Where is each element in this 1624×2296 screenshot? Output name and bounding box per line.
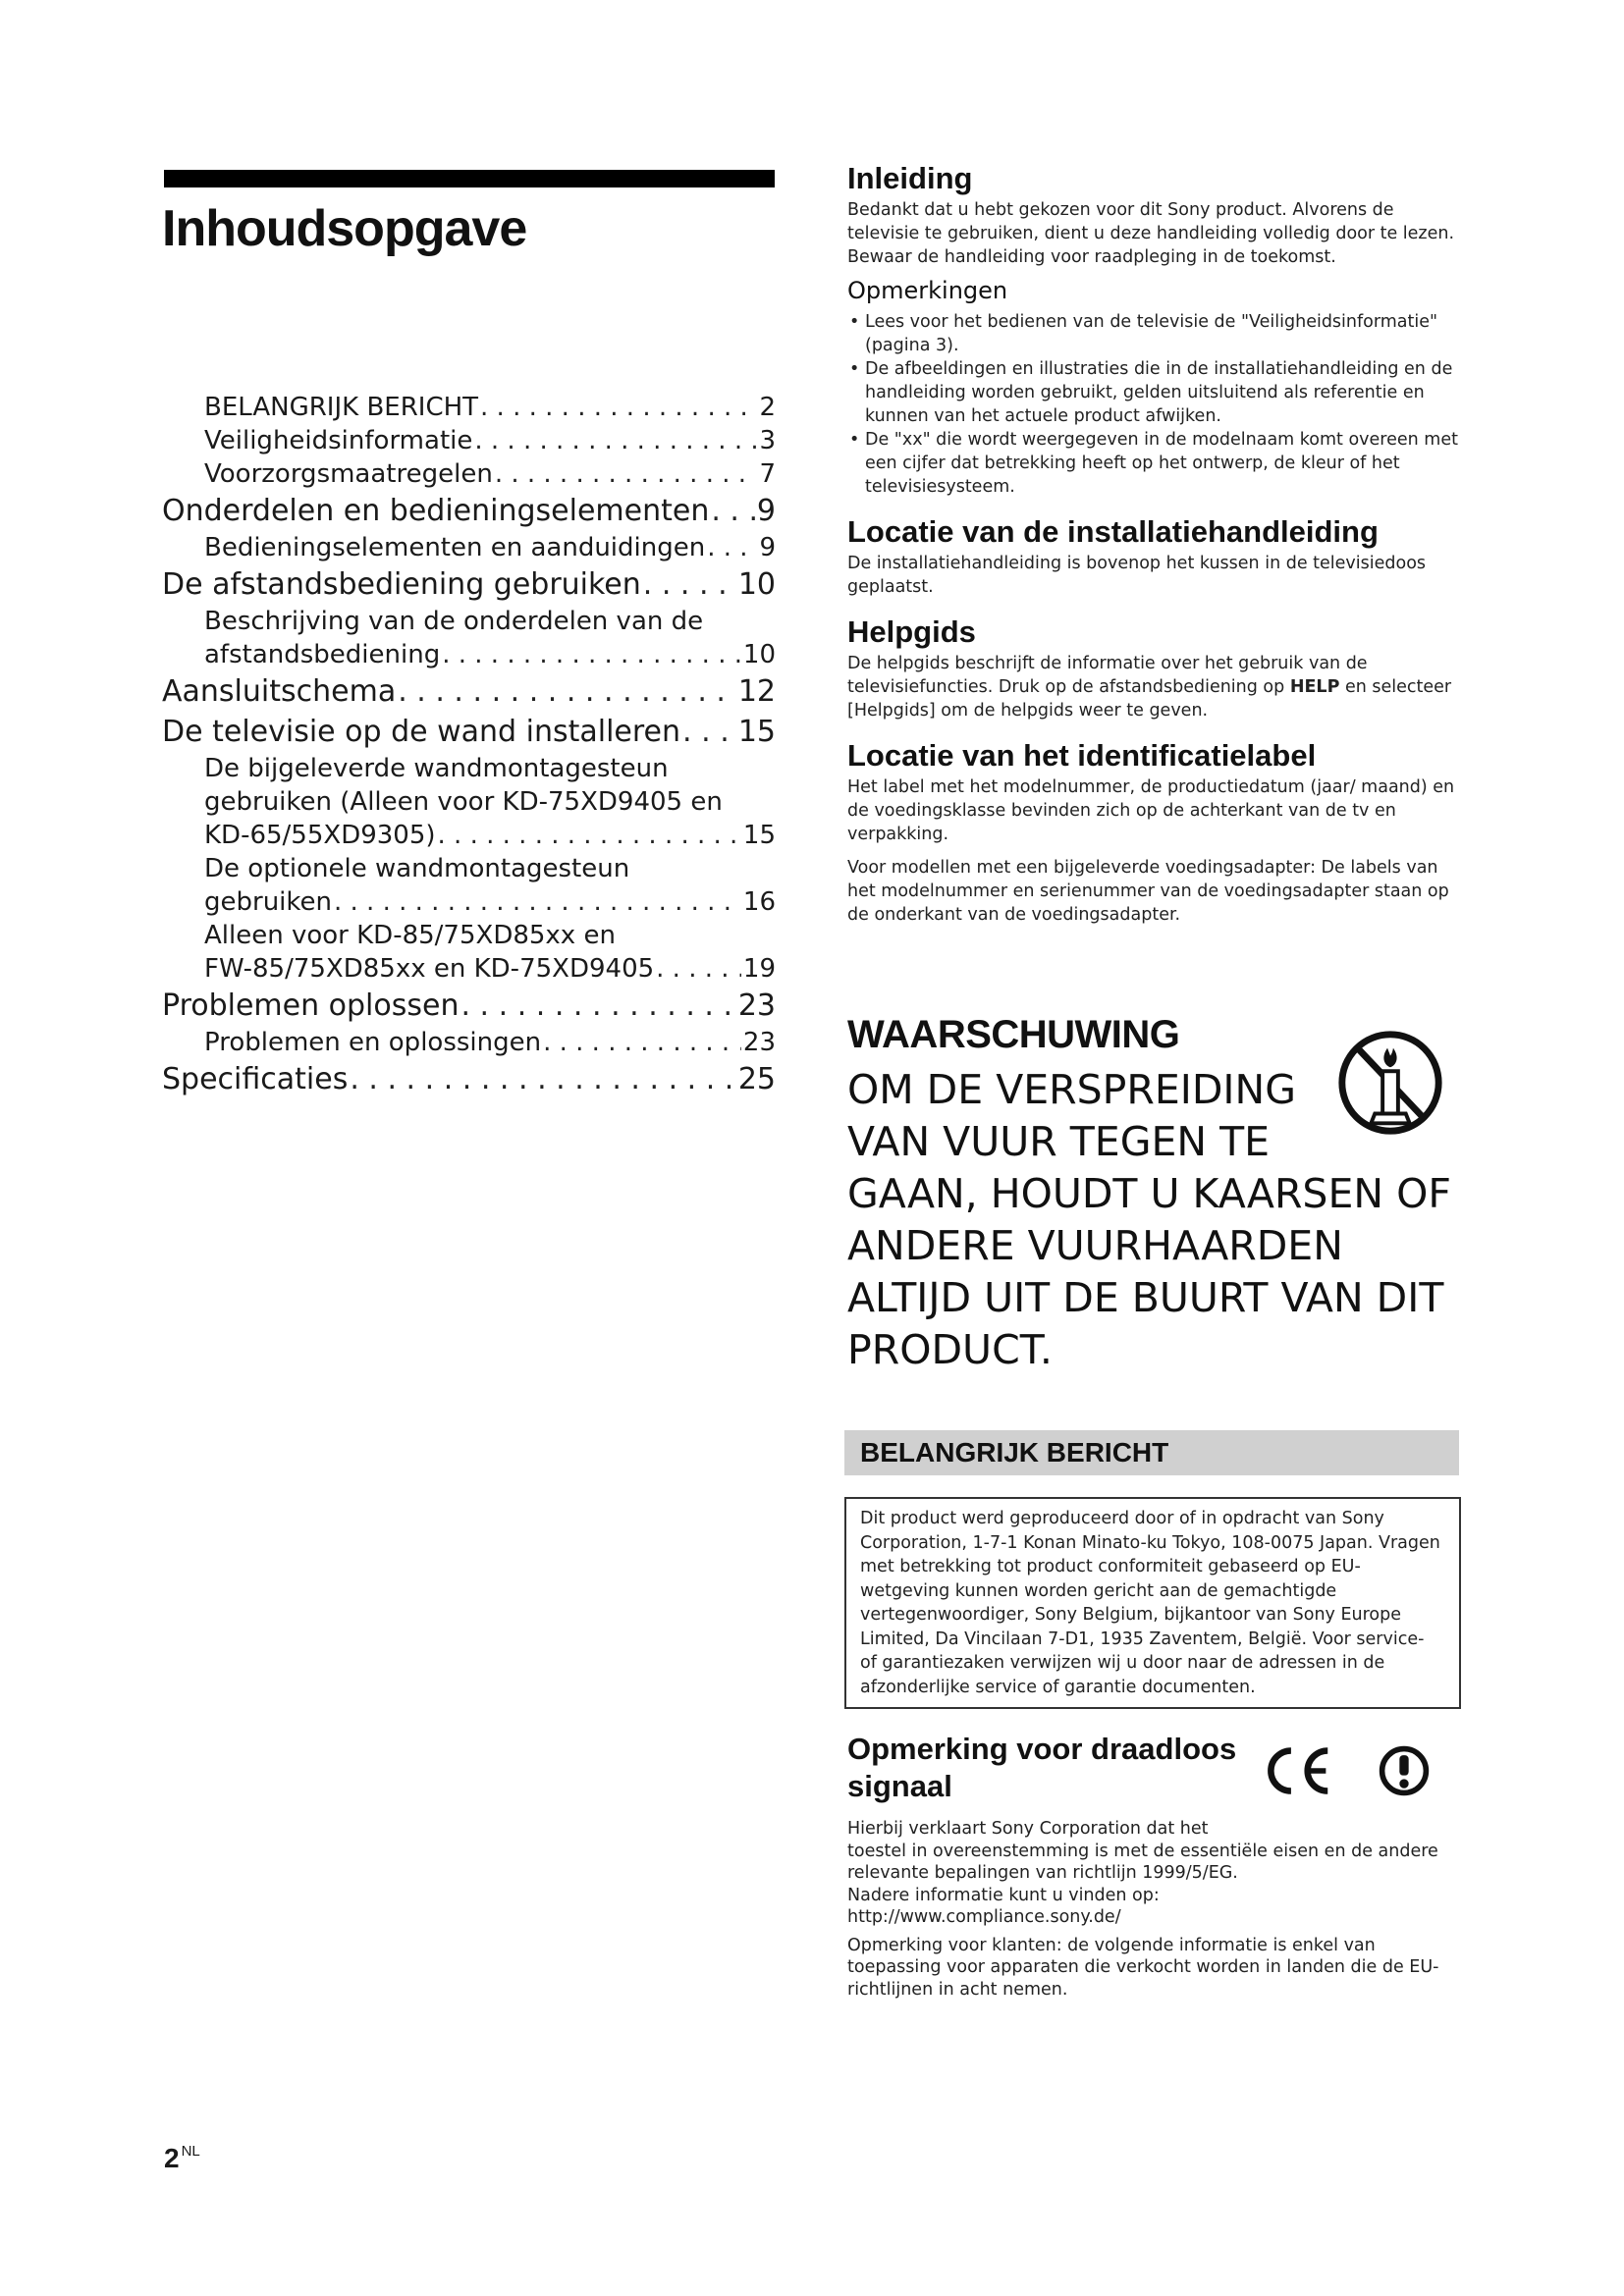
toc-entry-line: gebruiken (Alleen voor KD-75XD9405 en [204, 787, 723, 817]
adapter-label-text: Voor modellen met een bijgeleverde voedingsadapter: De labels van het modelnummer en serienummer van de voedingsadapter staan op de onderkant van de voedingsadapter. [847, 858, 1449, 925]
warning-line: VAN VUUR TEGEN TE [847, 1118, 1271, 1165]
wireless-text: Hierbij verklaart Sony Corporation dat het [847, 1819, 1209, 1839]
toc-entry-text: FW-85/75XD85xx en KD-75XD9405 [204, 954, 655, 984]
wireless-body [847, 1818, 1461, 2001]
warning-line: ANDERE VUURHAARDEN [847, 1222, 1343, 1269]
toc-section-text: Onderdelen en bedieningselementen [162, 494, 710, 528]
toc-entry-page: 16 [742, 887, 776, 917]
page-number-value: 2 [164, 2143, 180, 2173]
toc-entry[interactable] [204, 531, 776, 564]
toc-section-text: De afstandsbediening gebruiken [162, 567, 641, 602]
toc-entry-page: 3 [759, 426, 776, 455]
id-label-heading: Locatie van het identificatielabel [847, 738, 1317, 773]
table-of-contents [162, 391, 776, 1099]
compliance-url[interactable]: http://www.compliance.sony.de/ [847, 1907, 1121, 1927]
toc-section-page: 10 [737, 567, 776, 602]
page-language: NL [181, 2143, 200, 2160]
note-item: • De afbeeldingen en illustraties die in de installatiehandleiding en de handleiding worden gebruikt, gelden uitsluitend als referentie en kunnen van het actuele product afwijken. [847, 357, 1461, 428]
toc-section-page: 23 [737, 988, 776, 1023]
toc-entry-text: gebruiken [204, 887, 332, 917]
id-label-text: Het label met het modelnummer, de productiedatum (jaar/ maand) en de voedingsklasse bevinden zich op de achterkant van de tv en verpakking. [847, 777, 1455, 844]
toc-section-page: 25 [737, 1062, 776, 1096]
notice-heading: BELANGRIJK BERICHT [860, 1437, 1169, 1468]
toc-entry[interactable] [204, 424, 776, 457]
warning-heading: WAARSCHUWING [847, 1013, 1180, 1056]
toc-title: Inhoudsopgave [162, 200, 527, 257]
toc-entry-page: 7 [759, 459, 776, 489]
toc-entry[interactable] [204, 1026, 776, 1059]
toc-entry-text: BELANGRIJK BERICHT [204, 393, 479, 422]
toc-entry[interactable] [204, 819, 776, 852]
toc-entry-page: 2 [759, 393, 776, 422]
intro-heading: Inleiding [847, 161, 973, 195]
toc-section-page: 12 [737, 674, 776, 709]
toc-entry-page: 15 [742, 821, 776, 850]
install-location-text: De installatiehandleiding is bovenop het kussen in de televisiedoos geplaatst. [847, 554, 1427, 597]
toc-entry-page: 10 [742, 640, 776, 669]
toc-section[interactable] [162, 1059, 776, 1099]
ce-mark-icon [1260, 1743, 1333, 1798]
toc-section[interactable] [162, 986, 776, 1026]
notes-list [847, 310, 1461, 499]
toc-entry[interactable] [204, 952, 776, 986]
toc-entry-text: KD-65/55XD9305) [204, 821, 436, 850]
notice-box: Dit product werd geproduceerd door of in opdracht van Sony Corporation, 1-7-1 Konan Minato-ku Tokyo, 108-0075 Japan. Vragen met betrekking tot product conformiteit gebaseerd op EU-wetgeving kunnen worden gericht aan de gemachtigde vertegenwoordiger, Sony Belgium, bijkantoor van Sony Europe Limited, Da Vincilaan 7-D1, 1935 Zaventem, België. Voor service- of garantiezaken verwijzen wij u door naar de adressen in de afzonderlijke service of garantie documenten. [844, 1497, 1461, 1709]
toc-entry-line: Beschrijving van de onderdelen van de [204, 607, 704, 636]
toc-section-text: Specificaties [162, 1062, 349, 1096]
note-item: • Lees voor het bedienen van de televisie de "Veiligheidsinformatie" (pagina 3). [847, 310, 1461, 357]
help-key-label: HELP [1289, 677, 1340, 697]
toc-section[interactable] [162, 491, 776, 531]
toc-entry-page: 19 [742, 954, 776, 984]
toc-entry-page: 9 [759, 533, 776, 562]
warning-line: ALTIJD UIT DE BUURT VAN DIT [847, 1274, 1444, 1321]
toc-section[interactable] [162, 671, 776, 712]
toc-entry[interactable] [204, 885, 776, 919]
intro-text: Bedankt dat u hebt gekozen voor dit Sony product. Alvorens de televisie te gebruiken, dient u deze handleiding volledig door te lezen. Bewaar de handleiding voor raadpleging in de toekomst. [847, 200, 1455, 267]
toc-entry-text: Bedieningselementen en aanduidingen [204, 533, 706, 562]
helpgids-text: De helpgids beschrijft de informatie over het gebruik van de televisiefuncties. Druk op de afstandsbediening op HELP en selecteer [Helpgids] om de helpgids weer te geven. [847, 654, 1452, 721]
wireless-heading: Opmerking voor draadloos signaal [847, 1732, 1237, 1803]
toc-entry[interactable] [204, 638, 776, 671]
right-column [847, 159, 1461, 927]
toc-entry-line: De bijgeleverde wandmontagesteun [204, 754, 669, 783]
toc-entry[interactable] [204, 457, 776, 491]
toc-section-text: Problemen oplossen [162, 988, 460, 1023]
toc-entry-text: Problemen en oplossingen [204, 1028, 542, 1057]
install-location-heading: Locatie van de installatiehandleiding [847, 514, 1379, 549]
warning-line: PRODUCT. [847, 1326, 1053, 1373]
toc-entry-line: Alleen voor KD-85/75XD85xx en [204, 921, 616, 950]
alert-circle-icon [1377, 1743, 1432, 1798]
toc-entry-line: De optionele wandmontagesteun [204, 854, 630, 883]
note-item: • De "xx" die wordt weergegeven in de modelnaam komt overeen met een cijfer dat betrekking heeft op het ontwerp, de kleur of het televisiesysteem. [847, 428, 1461, 499]
toc-section-text: Aansluitschema [162, 674, 397, 709]
notice-heading-bar [844, 1430, 1459, 1475]
toc-section[interactable] [162, 564, 776, 605]
page-number [164, 2143, 200, 2174]
wireless-text: Nadere informatie kunt u vinden op: [847, 1885, 1160, 1905]
wireless-customer-note: Opmerking voor klanten: de volgende informatie is enkel van toepassing voor apparaten die verkocht worden in landen die de EU-richtlijnen in acht nemen. [847, 1935, 1439, 2000]
toc-section-page: 9 [756, 494, 776, 528]
warning-line: GAAN, HOUDT U KAARSEN OF [847, 1170, 1451, 1217]
toc-section-text: De televisie op de wand installeren [162, 715, 681, 749]
toc-section-page: 15 [737, 715, 776, 749]
no-candle-icon [1332, 1027, 1448, 1143]
toc-entry[interactable] [204, 391, 776, 424]
wireless-text: toestel in overeenstemming is met de essentiële eisen en de andere relevante bepalingen van richtlijn 1999/5/EG. [847, 1841, 1438, 1883]
notes-heading: Opmerkingen [847, 277, 1008, 304]
toc-section[interactable] [162, 712, 776, 752]
warning-line: OM DE VERSPREIDING [847, 1066, 1296, 1113]
toc-entry-text: Voorzorgsmaatregelen [204, 459, 493, 489]
toc-entry-page: 23 [742, 1028, 776, 1057]
toc-entry-text: afstandsbediening [204, 640, 441, 669]
title-rule [164, 170, 775, 187]
toc-entry-text: Veiligheidsinformatie [204, 426, 473, 455]
helpgids-heading: Helpgids [847, 614, 976, 649]
